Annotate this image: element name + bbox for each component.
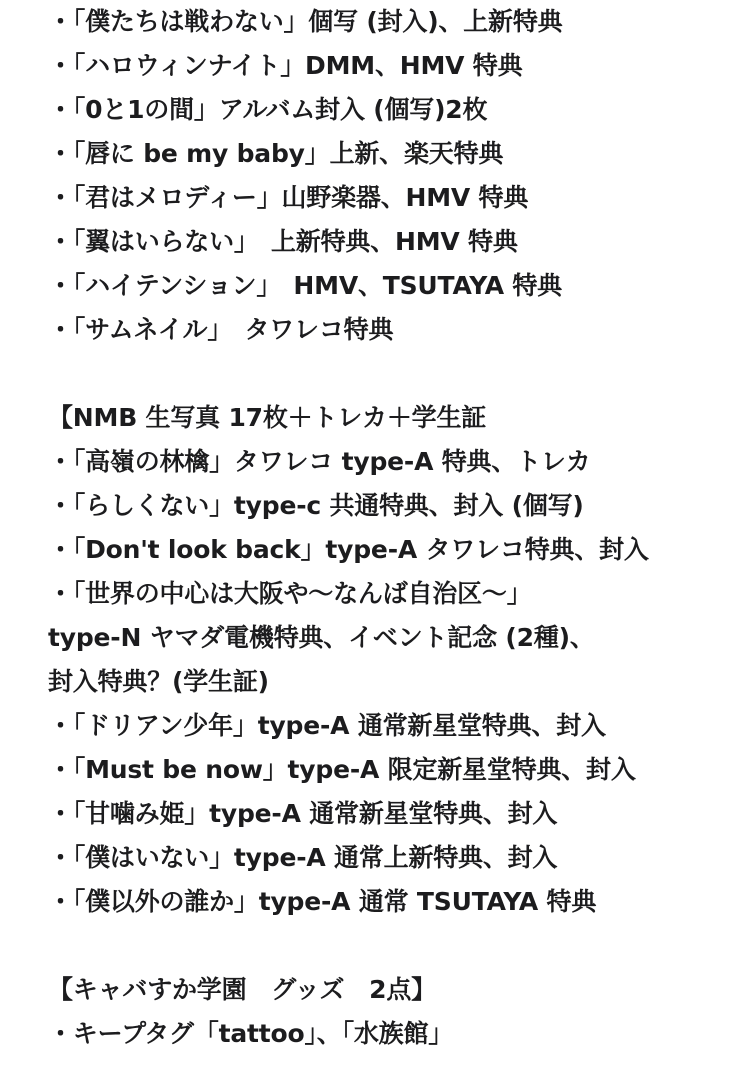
list-item-continuation: type-N ヤマダ電機特典、イベント記念 (2種)、	[48, 623, 595, 652]
section-2	[48, 396, 744, 924]
list-item: ・「らしくない」type-c 共通特典、封入 (個写)	[48, 491, 584, 520]
list-item: ・「0と1の間」アルバム封入 (個写)2枚	[48, 95, 488, 124]
list-item: ・「僕以外の誰か」type-A 通常 TSUTAYA 特典	[48, 887, 597, 916]
section-heading: 【NMB 生写真 17枚＋トレカ＋学生証	[48, 403, 487, 432]
list-item: ・「ハロウィンナイト」DMM、HMV 特典	[48, 51, 523, 80]
list-item: ・「君はメロディー」山野楽器、HMV 特典	[48, 183, 529, 212]
list-item: ・「世界の中心は大阪や〜なんば自治区〜」	[48, 579, 532, 608]
spacer	[48, 924, 744, 968]
section-1-list	[48, 0, 744, 352]
list-item: ・キープタグ「tattoo」、「水族館」	[48, 1019, 454, 1048]
list-item: ・「唇に be my baby」上新、楽天特典	[48, 139, 504, 168]
list-item: ・「翼はいらない」 上新特典、HMV 特典	[48, 227, 518, 256]
list-item: ・「僕たちは戦わない」個写 (封入)、上新特典	[48, 7, 563, 36]
list-item: ・「甘噛み姫」type-A 通常新星堂特典、封入	[48, 799, 558, 828]
list-item: ・「サムネイル」 タワレコ特典	[48, 315, 394, 344]
list-item-continuation: 封入特典？(学生証)	[48, 667, 269, 696]
section-heading: 【キャバすか学園 グッズ 2点】	[48, 975, 436, 1004]
list-item: ・「Must be now」type-A 限定新星堂特典、封入	[48, 755, 636, 784]
spacer	[48, 352, 744, 396]
list-item: ・「高嶺の林檎」タワレコ type-A 特典、トレカ	[48, 447, 591, 476]
list-item: ・「僕はいない」type-A 通常上新特典、封入	[48, 843, 558, 872]
list-item: ・「ドリアン少年」type-A 通常新星堂特典、封入	[48, 711, 606, 740]
list-item: ・「ハイテンション」 HMV、TSUTAYA 特典	[48, 271, 562, 300]
section-3	[48, 968, 744, 1056]
list-item: ・「Don't look back」type-A タワレコ特典、封入	[48, 535, 649, 564]
